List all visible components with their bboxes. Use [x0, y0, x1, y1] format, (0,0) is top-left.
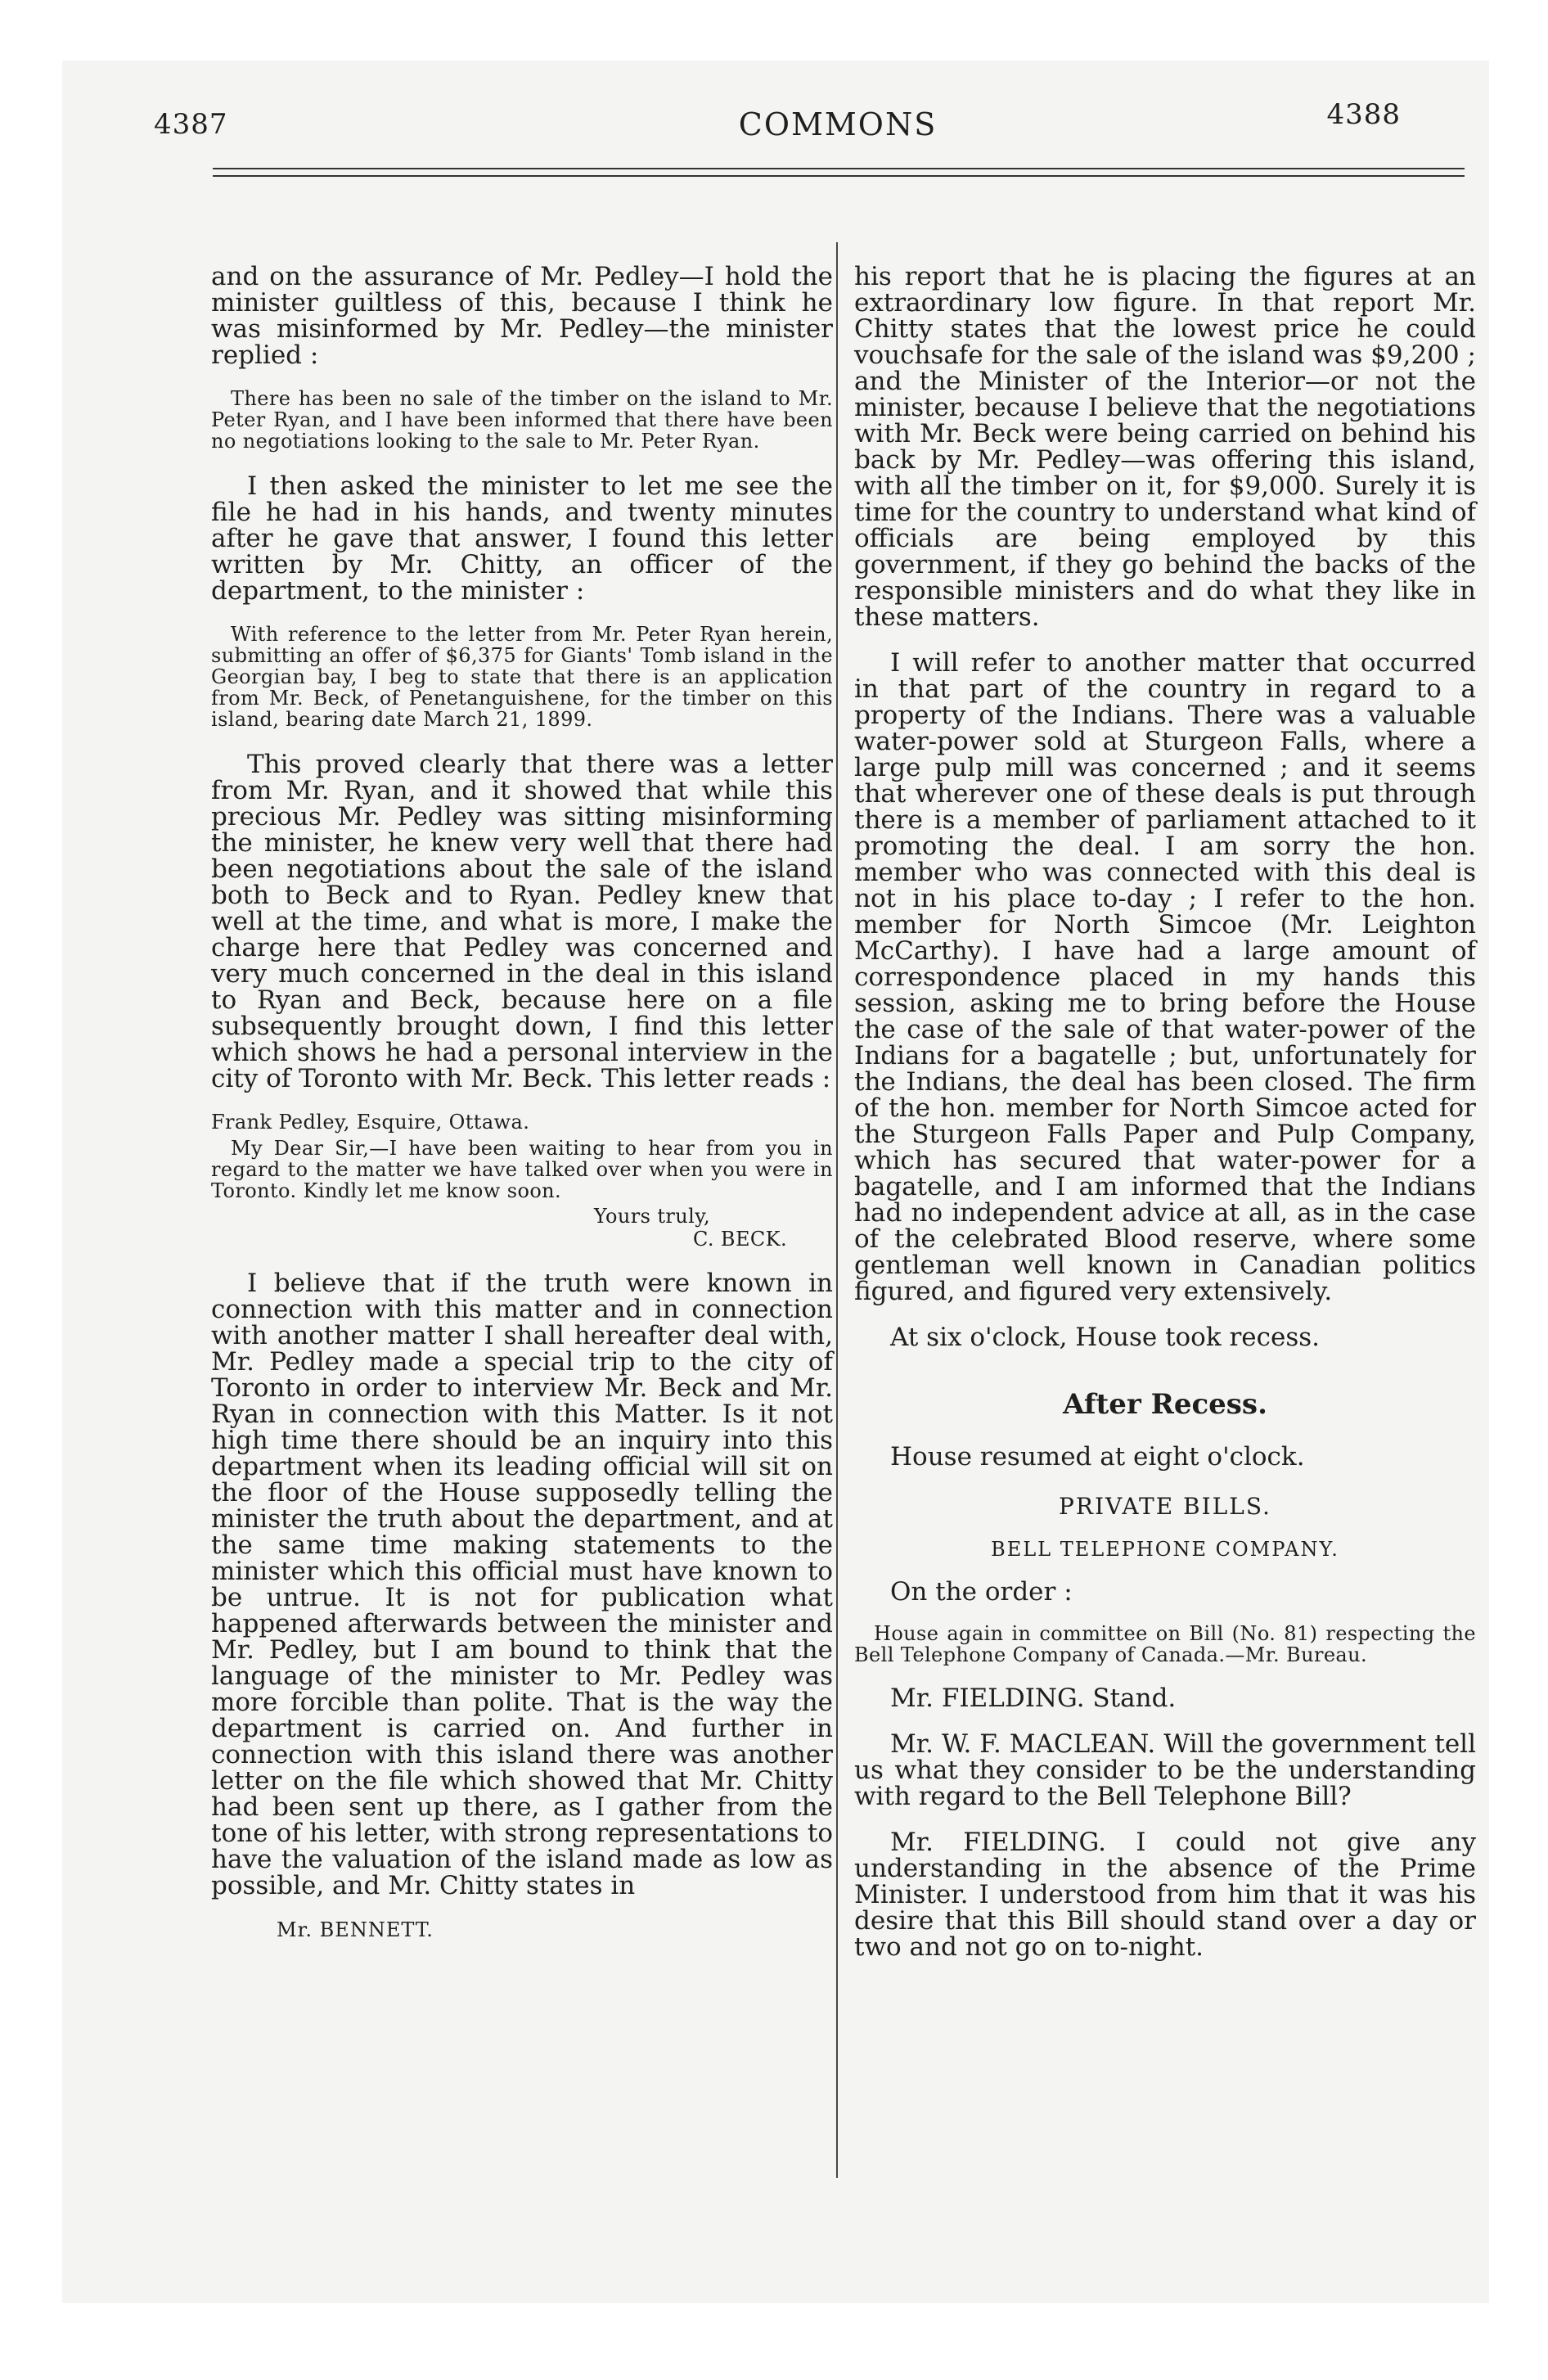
- letter-address: Frank Pedley, Esquire, Ottawa.: [211, 1111, 530, 1134]
- right-column: [854, 264, 1476, 1980]
- paragraph: I believe that if the truth were known in connection with this matter and in connection with another matter I shall hereafter deal with, Mr. Pedley made a special trip to the city of Toronto in order to interview Mr. Beck and Mr. Ryan in connection with this Matter. Is it not high time there should be an inquiry into this department when its leading official will sit on the floor of the House supposedly telling the minister the truth about the department, and at the same time making statements to the minister which this official must have known to be untrue. It is not for publication what happened afterwards between the minister and Mr. Pedley, but I am bound to think that the language of the minister to Mr. Pedley was more forcible than polite. That is the way the department is carried on. And further in connection with this island there was another letter on the file which showed that Mr. Chitty had been sent up there, as I gather from the tone of his letter, with strong representations to have the valuation of the island made as low as possible, and Mr. Chitty states in: [211, 1269, 833, 1900]
- resumed-note: House resumed at eight o'clock.: [890, 1442, 1305, 1472]
- paragraph: I then asked the minister to let me see the file he had in his hands, and twenty minutes after he gave that answer, I found this letter written by Mr. Chitty, an officer of the department, to the minister :: [211, 471, 833, 606]
- paragraph: I will refer to another matter that occurred in that part of the country in regard to a property of the Indians. There was a valuable water-power sold at Sturgeon Falls, where a large pulp mill was concerned ; and it seems that wherever one of these deals is put through there is a member of parliament attached to it promoting the deal. I am sorry the hon. member who was connected with this deal is not in his place to-day ; I refer to the hon. member for North Simcoe (Mr. Leighton McCarthy). I have had a large amount of correspondence placed in my hands this session, asking me to bring before the House the case of the sale of that water-power of the Indians for a bagatelle ; but, unfortunately for the Indians, the deal has been closed. The firm of the hon. member for North Simcoe acted for the Sturgeon Falls Paper and Pulp Company, which has secured that water-power for a bagatelle, and I am informed that the Indians had no independent advice at all, as in the case of the celebrated Blood reserve, where some gentleman well known in Canadian politics figured, and figured very extensively.: [854, 648, 1476, 1306]
- motion-text: House again in committee on Bill (No. 81) respecting the Bell Telephone Company of Canada.—Mr. Bureau.: [854, 1622, 1476, 1666]
- running-title: COMMONS: [738, 106, 938, 142]
- letter-body: My Dear Sir,—I have been waiting to hear from you in regard to the matter we have talked over when you were in Toronto. Kindly let me know soon.: [211, 1137, 833, 1202]
- page-number-left: 4387: [154, 108, 228, 141]
- recess-note: At six o'clock, House took recess.: [890, 1323, 1321, 1352]
- quoted-reply: There has been no sale of the timber on the island to Mr. Peter Ryan, and I have been informed that there have been no negotiations looking to the sale to Mr. Peter Ryan.: [211, 387, 833, 453]
- page-number-right: 4388: [1326, 98, 1401, 131]
- paragraph: Mr. FIELDING. Stand.: [890, 1684, 1177, 1713]
- paragraph: This proved clearly that there was a letter from Mr. Ryan, and it showed that while this precious Mr. Pedley was sitting misinforming the minister, he knew very well that there had been negotiations about the sale of the island both to Beck and to Ryan. Pedley knew that well at the time, and what is more, I make the charge here that Pedley was concerned and very much concerned in the deal in this island to Ryan and Beck, because here on a file subsequently brought down, I find this letter which shows he had a personal interview in the city of Toronto with Mr. Beck. This letter reads :: [211, 750, 833, 1093]
- subheading-company: BELL TELEPHONE COMPANY.: [991, 1538, 1339, 1561]
- header-rule-top: [213, 168, 1465, 169]
- page-header: [0, 0, 1427, 142]
- column-divider: [836, 242, 838, 2178]
- left-column: [211, 264, 833, 1941]
- section-heading-private-bills: PRIVATE BILLS.: [1059, 1493, 1271, 1520]
- section-heading-after-recess: After Recess.: [1063, 1388, 1267, 1421]
- paragraph: Mr. W. F. MACLEAN. Will the government tell us what they consider to be the understanding with regard to the Bell Telephone Bill?: [854, 1729, 1476, 1811]
- letter-closing: Yours truly,: [593, 1205, 710, 1228]
- header-rule-bottom: [213, 175, 1465, 177]
- speaker-footer: Mr. BENNETT.: [277, 1918, 434, 1941]
- quoted-letter: With reference to the letter from Mr. Peter Ryan herein, submitting an offer of $6,375 for Giants' Tomb island in the Georgian bay, I beg to state that there is an application from Mr. Beck, of Penetanguishene, for the timber on this island, bearing date March 21, 1899.: [211, 623, 833, 731]
- order-line: On the order :: [890, 1577, 1073, 1607]
- letter-signature: C. BECK.: [692, 1228, 787, 1251]
- paragraph: his report that he is placing the figures at an extraordinary low figure. In that report Mr. Chitty states that the lowest price he could vouchsafe for the sale of the island was $9,200 ; and the Minister of the Interior—or not the minister, because I believe that the negotiations with Mr. Beck were being carried on behind his back by Mr. Pedley—was offering this island, with all the timber on it, for $9,000. Surely it is time for the country to understand what kind of officials are being employed by this government, if they go behind the backs of the responsible ministers and do what they like in these matters.: [854, 262, 1476, 632]
- paragraph: Mr. FIELDING. I could not give any understanding in the absence of the Prime Minister. I understood from him that it was his desire that this Bill should stand over a day or two and not go on to-night.: [854, 1828, 1476, 1962]
- paragraph: and on the assurance of Mr. Pedley—I hold the minister guiltless of this, because I think he was misinformed by Mr. Pedley—the minister replied :: [211, 262, 833, 370]
